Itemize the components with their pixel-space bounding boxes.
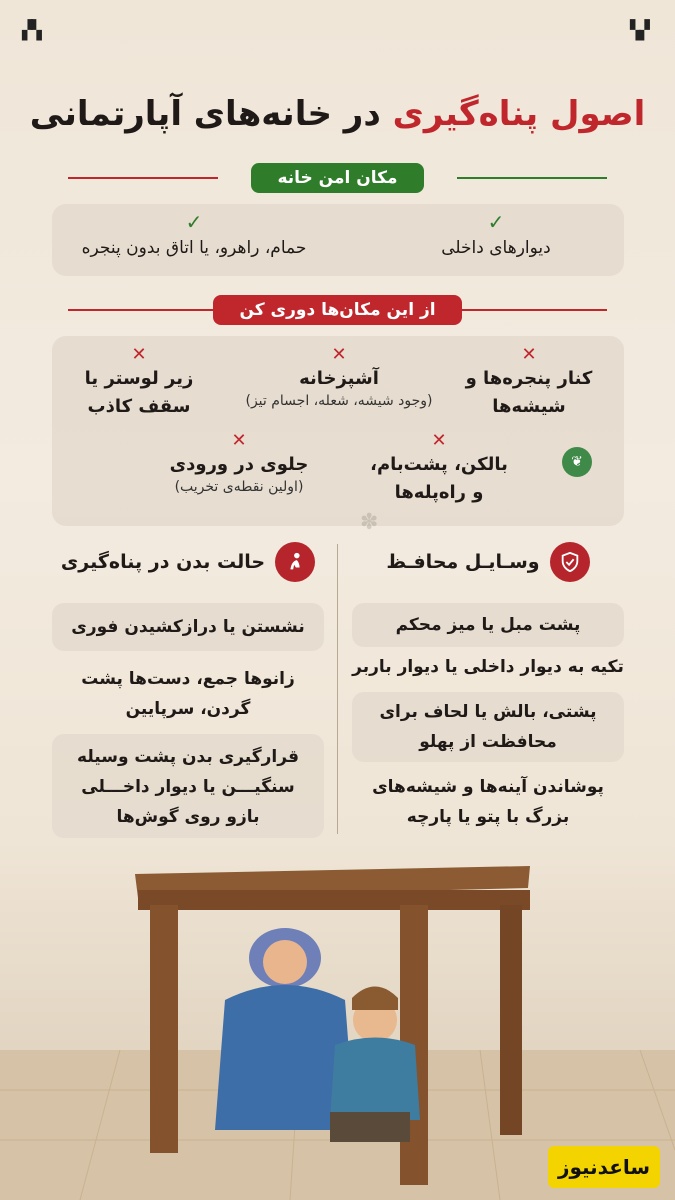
check-icon: ✓ <box>487 210 505 234</box>
check-icon: ✓ <box>185 210 203 234</box>
posture-tip-3: قرارگیری بدن پشت وسیله سنگیـــن یا دیوار داخـــلی بازو روی گوش‌ها <box>52 734 324 838</box>
posture-tip-1: نشستن یا دراز‌کشیدن فوری <box>52 603 324 651</box>
protective-tip-1: پشت مبل یا میز محکم <box>352 603 624 647</box>
protective-title: وسـایـل محافـظ <box>386 551 540 573</box>
corner-dots-top-right: ▞▚ <box>630 20 648 41</box>
safe-section-label: مکان امن خانه <box>251 163 423 193</box>
person-icon <box>275 542 315 582</box>
avoid-card <box>52 336 624 526</box>
page-title: اصول پناه‌گیری در خانه‌های آپارتمانی <box>29 94 646 134</box>
column-divider <box>337 544 338 834</box>
avoid-section-header <box>0 294 675 326</box>
avoid-item-balcony: ✕ بالکن، پشت‌بام، و راه‌پله‌ها <box>364 430 514 507</box>
posture-title: حالت بدن در پناه‌گیری <box>60 551 266 573</box>
protective-tip-3: پشتی، بالش یا لحاف برای محافظت از پهلو <box>352 692 624 762</box>
watermark-logo: ✽ <box>360 510 379 535</box>
protective-header <box>352 540 624 584</box>
cross-icon: ✕ <box>431 430 447 451</box>
shield-icon <box>550 542 590 582</box>
posture-header <box>52 540 324 584</box>
brand-badge: ساعدنیوز <box>548 1146 660 1188</box>
source-logo-icon: ❦ <box>562 447 592 477</box>
avoid-section-label: از این مکان‌ها دوری کن <box>213 295 461 325</box>
protective-tip-2: تکیه به دیوار داخلی یا دیوار باربر <box>352 657 624 677</box>
avoid-item-kitchen: ✕ آشپزخانه (وجود شیشه، شعله، اجسام تیز) <box>245 344 433 409</box>
safe-item-1: ✓ دیوارهای داخلی <box>396 210 596 262</box>
avoid-item-chandelier: ✕ زیر لوستر یا سقف کاذب <box>74 344 204 421</box>
cross-icon: ✕ <box>231 430 247 451</box>
safe-item-2: ✓ حمام، راهرو، یا اتاق بدون پنجره <box>64 210 324 262</box>
avoid-item-windows: ✕ کنار پنجره‌ها و شیشه‌ها <box>465 344 593 417</box>
cross-icon: ✕ <box>131 344 147 365</box>
corner-dots-top-left: ▚▞ <box>22 20 40 41</box>
safe-card <box>52 204 624 276</box>
safe-section-header <box>0 162 675 194</box>
avoid-item-entrance: ✕ جلوی در ورودی (اولین نقطه‌ی تخریب) <box>134 430 344 495</box>
posture-tip-2: زانوها جمع، دست‌ها پشت گردن، سرپایین <box>81 669 295 719</box>
protective-tip-4: پوشاندن آینه‌ها و شیشه‌های بزرگ با پتو یا پارچه <box>372 777 604 827</box>
cross-icon: ✕ <box>521 344 537 365</box>
cross-icon: ✕ <box>331 344 347 365</box>
